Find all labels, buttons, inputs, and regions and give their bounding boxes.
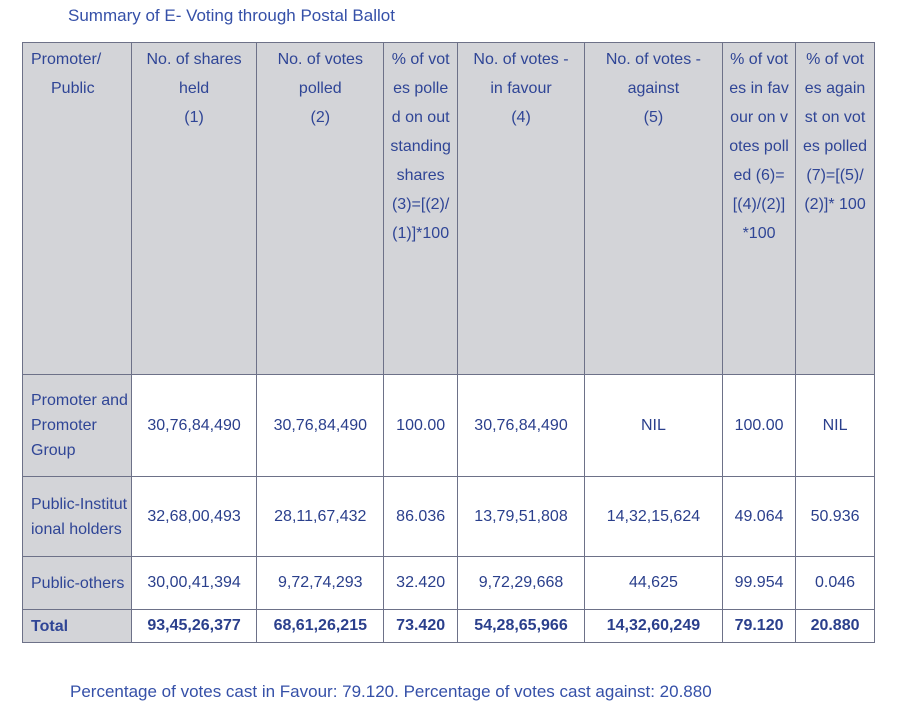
col-header-pct-against (796, 43, 875, 375)
cell-in-favour: 13,79,51,808 (458, 477, 585, 557)
col-header-label: % of votes in favour on votes polled (6)=[(4)/(2)] *100 (729, 51, 789, 242)
cell-pct-favour: 99.954 (722, 557, 795, 610)
col-header-votes-polled (257, 43, 384, 375)
row-category: Public-others (23, 557, 132, 610)
table-row (23, 557, 875, 610)
col-header-label: % of votes polled on outstanding shares (3)=[(2)/(1)]*100 (390, 51, 451, 242)
col-header-num: (1) (184, 109, 204, 126)
cell-pct-polled: 86.036 (384, 477, 458, 557)
voting-summary-table (22, 42, 875, 643)
total-pct-against: 20.880 (796, 610, 875, 643)
total-label: Total (23, 610, 132, 643)
col-header-num: (2) (310, 109, 331, 126)
cell-in-favour: 30,76,84,490 (458, 375, 585, 477)
col-header-label: No. of votes - against (605, 51, 701, 97)
col-header-num: (4) (511, 109, 531, 126)
cell-pct-against: 50.936 (796, 477, 875, 557)
col-header-label: No. of votes - in favour (473, 51, 569, 97)
table-total-row (23, 610, 875, 643)
total-in-favour: 54,28,65,966 (458, 610, 585, 643)
cell-shares-held: 30,76,84,490 (131, 375, 257, 477)
summary-title: Summary of E- Voting through Postal Ballot (68, 6, 395, 25)
cell-shares-held: 30,00,41,394 (131, 557, 257, 610)
table-row (23, 477, 875, 557)
cell-pct-against: 0.046 (796, 557, 875, 610)
col-header-sub: Public (51, 80, 95, 97)
cell-pct-against: NIL (796, 375, 875, 477)
col-header-pct-polled (384, 43, 458, 375)
col-header-promoter-public (23, 43, 132, 375)
footer-summary: Percentage of votes cast in Favour: 79.120. Percentage of votes cast against: 20.880 (70, 682, 712, 701)
total-pct-polled: 73.420 (384, 610, 458, 643)
table-row (23, 375, 875, 477)
cell-against: NIL (584, 375, 722, 477)
row-category: Promoter and Promoter Group (23, 375, 132, 477)
cell-against: 44,625 (584, 557, 722, 610)
row-category: Public-Institutional holders (23, 477, 132, 557)
cell-pct-favour: 49.064 (722, 477, 795, 557)
total-shares-held: 93,45,26,377 (131, 610, 257, 643)
total-against: 14,32,60,249 (584, 610, 722, 643)
col-header-label: No. of shares held (146, 51, 242, 97)
cell-in-favour: 9,72,29,668 (458, 557, 585, 610)
col-header-num: (5) (643, 109, 664, 126)
col-header-shares-held (131, 43, 257, 375)
col-header-label: Promoter/ (31, 51, 102, 68)
col-header-label: % of votes against on votes polled (7)=[(5)/(2)]* 100 (803, 51, 868, 213)
cell-votes-polled: 9,72,74,293 (257, 557, 384, 610)
cell-pct-polled: 32.420 (384, 557, 458, 610)
col-header-pct-favour (722, 43, 795, 375)
cell-pct-favour: 100.00 (722, 375, 795, 477)
cell-pct-polled: 100.00 (384, 375, 458, 477)
col-header-in-favour (458, 43, 585, 375)
cell-shares-held: 32,68,00,493 (131, 477, 257, 557)
cell-votes-polled: 30,76,84,490 (257, 375, 384, 477)
col-header-label: No. of votes polled (277, 51, 363, 97)
total-pct-favour: 79.120 (722, 610, 795, 643)
cell-against: 14,32,15,624 (584, 477, 722, 557)
table-header-row (23, 43, 875, 375)
col-header-against (584, 43, 722, 375)
total-votes-polled: 68,61,26,215 (257, 610, 384, 643)
cell-votes-polled: 28,11,67,432 (257, 477, 384, 557)
